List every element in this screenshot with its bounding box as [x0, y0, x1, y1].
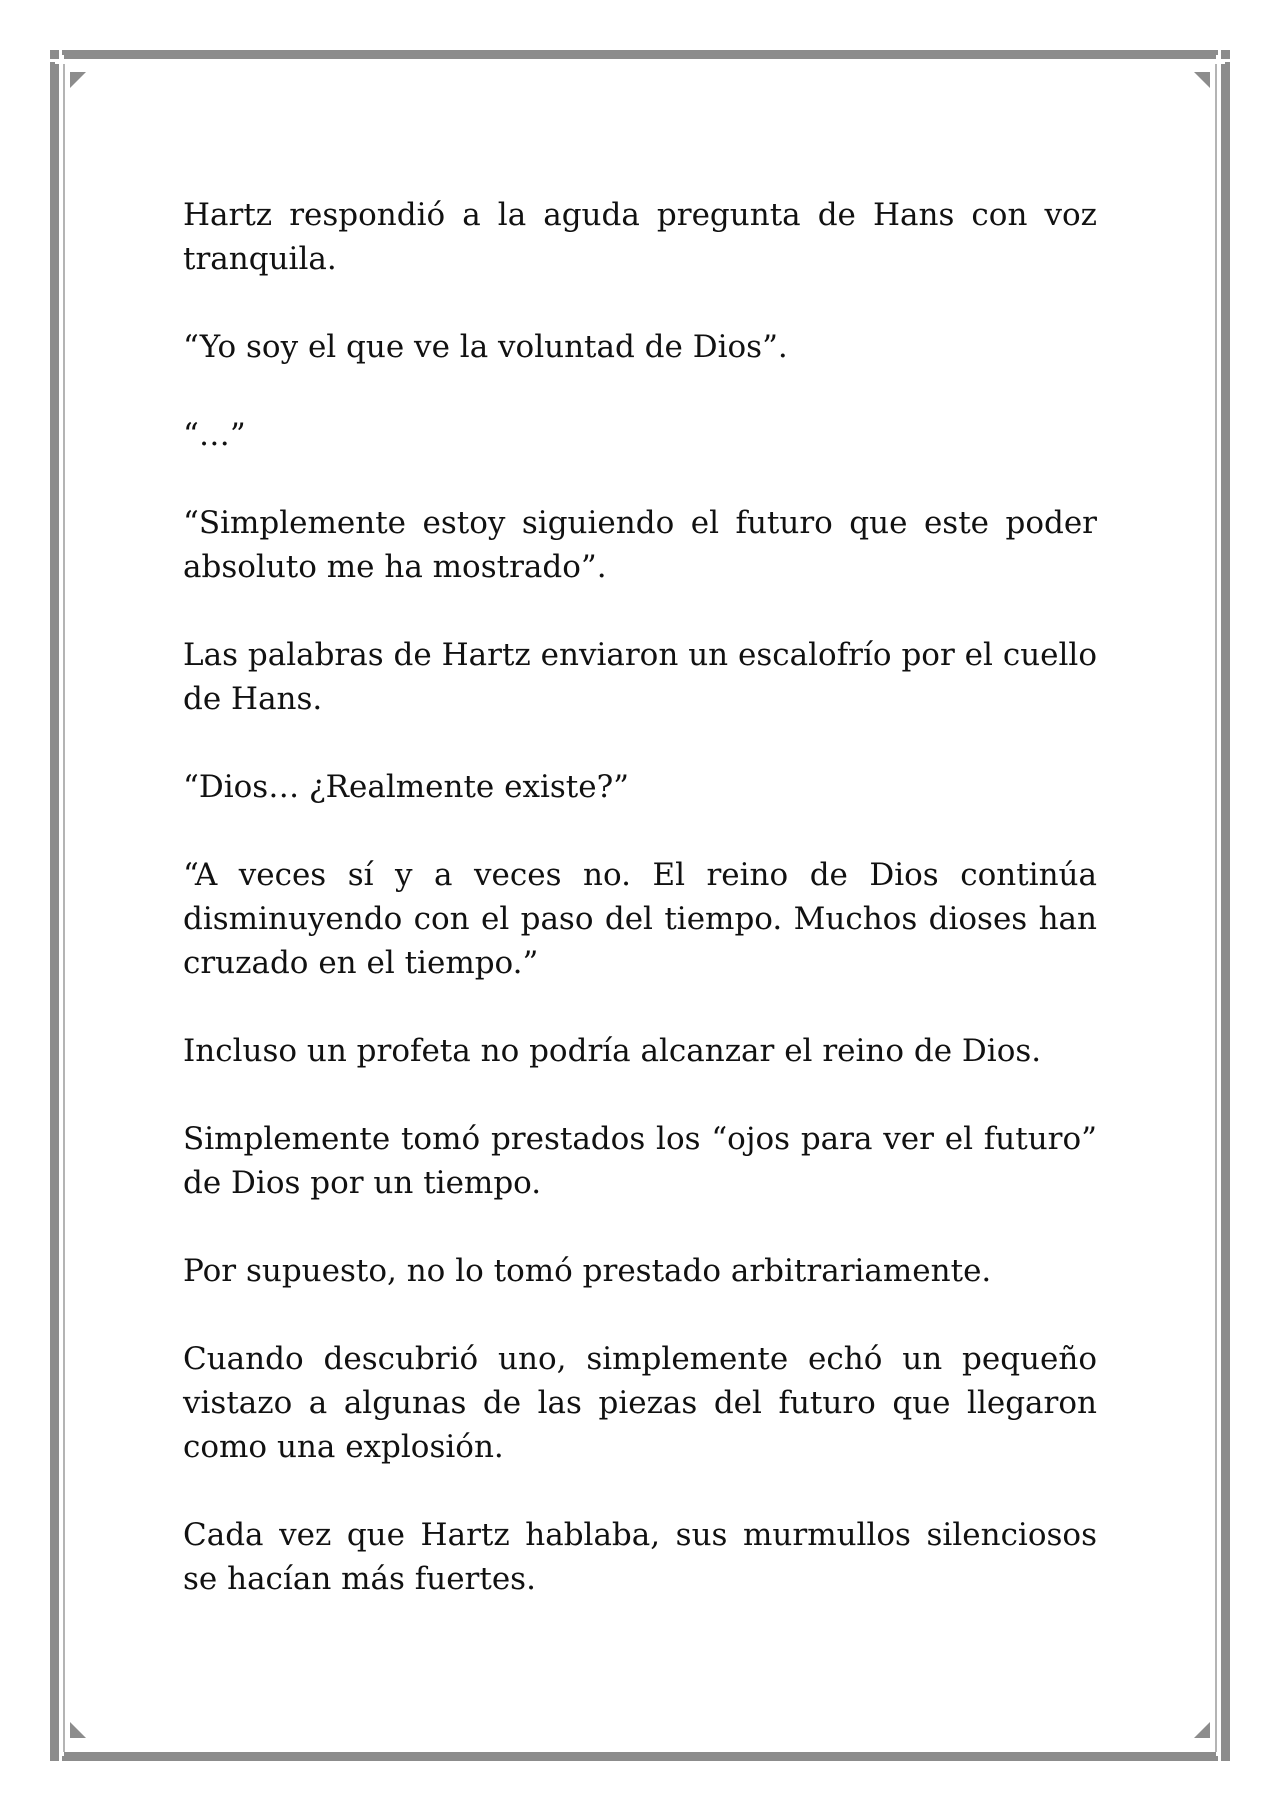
paragraph: “Simplemente estoy siguiendo el futuro que este poder absoluto me ha mostrado”.	[183, 505, 1097, 585]
paragraph: Cada vez que Hartz hablaba, sus murmullos silenciosos se hacían más fuertes.	[183, 1517, 1097, 1597]
corner-triangle-top-right	[1194, 72, 1210, 88]
frame-inner-right-line	[1215, 64, 1217, 1752]
frame-right-border	[1221, 64, 1230, 1752]
paragraph: Las palabras de Hartz enviaron un escalofrío por el cuello de Hans.	[183, 637, 1097, 717]
frame-ornament	[62, 50, 67, 55]
frame-inner-left-line	[63, 64, 65, 1752]
frame-ornament	[1225, 1744, 1230, 1749]
frame-bottom-border	[64, 1752, 1216, 1761]
frame-ornament	[62, 1756, 67, 1761]
frame-ornament	[1213, 1756, 1218, 1761]
frame-ornament	[1225, 62, 1230, 67]
paragraph: Incluso un profeta no podría alcanzar el reino de Dios.	[183, 1033, 1042, 1069]
paragraph: Hartz respondió a la aguda pregunta de Hans con voz tranquila.	[183, 197, 1097, 277]
frame-top-border	[64, 50, 1216, 59]
paragraph: “A veces sí y a veces no. El reino de Dios continúa disminuyendo con el paso del tiempo. Muchos dioses han cruzado en el tiempo.”	[183, 857, 1097, 981]
paragraph: Por supuesto, no lo tomó prestado arbitrariamente.	[183, 1253, 992, 1289]
paragraph: Cuando descubrió uno, simplemente echó un pequeño vistazo a algunas de las piezas del futuro que llegaron como una explosión.	[183, 1341, 1097, 1465]
corner-triangle-top-left	[70, 72, 86, 88]
frame-ornament	[50, 1744, 55, 1749]
corner-triangle-bottom-right	[1194, 1722, 1210, 1738]
frame-corner-bottom-right	[1221, 1752, 1230, 1761]
frame-ornament	[50, 62, 55, 67]
paragraph: Simplemente tomó prestados los “ojos para ver el futuro” de Dios por un tiempo.	[183, 1121, 1097, 1201]
paragraph: “…”	[183, 417, 246, 453]
frame-corner-top-right	[1221, 50, 1230, 59]
frame-corner-top-left	[50, 50, 59, 59]
text-body	[183, 193, 1097, 1601]
frame-corner-bottom-left	[50, 1752, 59, 1761]
corner-triangle-bottom-left	[70, 1722, 86, 1738]
frame-left-border	[50, 64, 59, 1752]
frame-ornament	[1213, 50, 1218, 55]
paragraph: “Yo soy el que ve la voluntad de Dios”.	[183, 329, 788, 365]
paragraph: “Dios… ¿Realmente existe?”	[183, 769, 630, 805]
